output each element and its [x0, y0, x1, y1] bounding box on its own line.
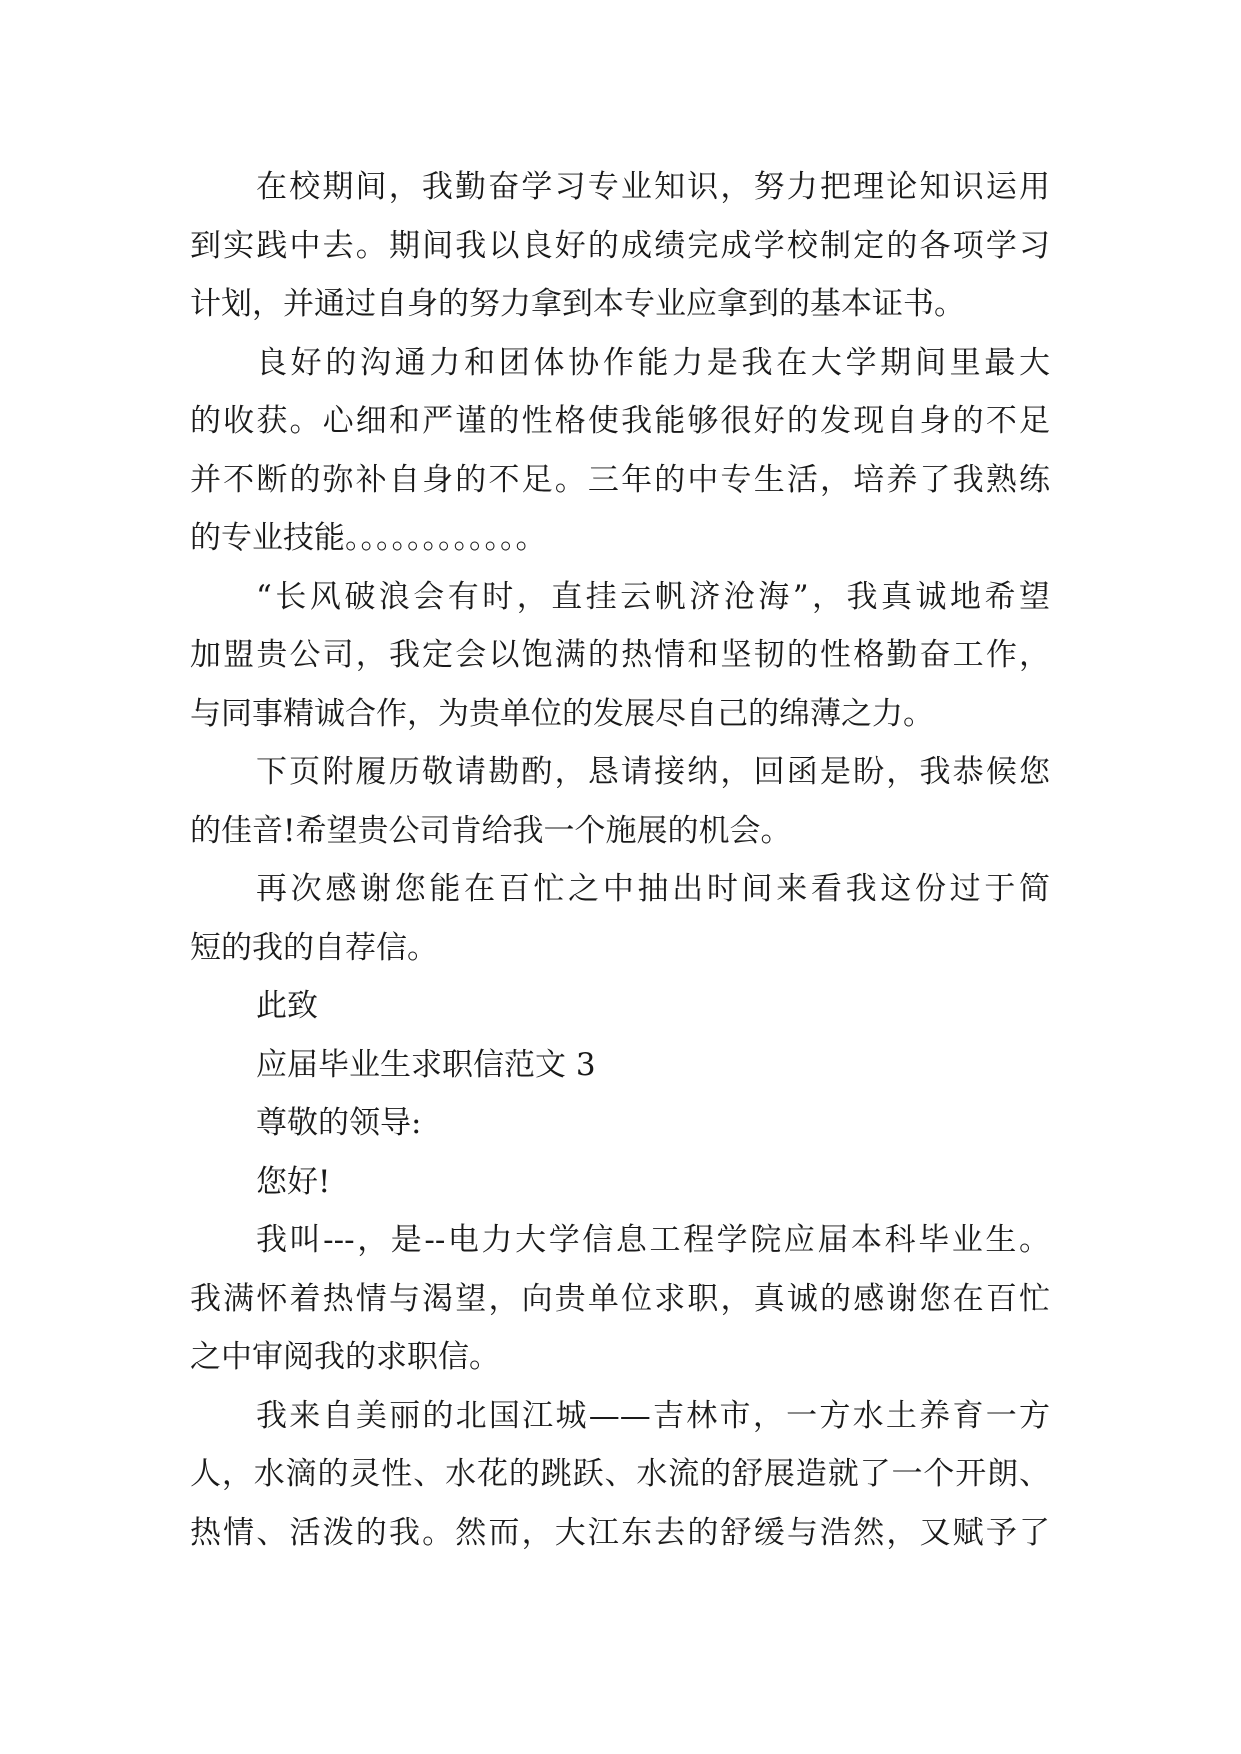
text-line: 的收获。心细和严谨的性格使我能够很好的发现自身的不足 [190, 403, 1050, 439]
letter-body [190, 158, 1050, 1562]
text-line: 我来自美丽的北国江城——吉林市，一方水土养育一方 [256, 1397, 1050, 1434]
text-line: “长风破浪会有时，直挂云帆济沧海”，我真诚地希望 [256, 578, 1050, 615]
text-line: 的佳音!希望贵公司肯给我一个施展的机会。 [190, 812, 792, 849]
text-line: 下页附履历敬请勘酌，恳请接纳，回函是盼，我恭候您 [256, 754, 1050, 790]
text-line: 与同事精诚合作，为贵单位的发展尽自己的绵薄之力。 [190, 695, 934, 732]
text-line: 并不断的弥补自身的不足。三年的中专生活，培养了我熟练 [190, 461, 1050, 498]
text-line: 加盟贵公司，我定会以饱满的热情和坚韧的性格勤奋工作， [190, 637, 1050, 673]
text-line: 我叫---，是--电力大学信息工程学院应届本科毕业生。 [256, 1222, 1050, 1258]
text-line: 我满怀着热情与渴望，向贵单位求职，真诚的感谢您在百忙 [190, 1280, 1050, 1317]
text-line: 在校期间，我勤奋学习专业知识，努力把理论知识运用 [256, 169, 1050, 205]
text-line: 热情、活泼的我。然而，大江东去的舒缓与浩然，又赋予了 [190, 1514, 1050, 1551]
text-line: 之中审阅我的求职信。 [190, 1339, 500, 1375]
text-line: 到实践中去。期间我以良好的成绩完成学校制定的各项学习 [190, 227, 1050, 264]
text-line: 应届毕业生求职信范文 3 [256, 1046, 596, 1083]
text-line: 您好! [256, 1163, 331, 1200]
text-line: 人，水滴的灵性、水花的跳跃、水流的舒展造就了一个开朗、 [190, 1456, 1050, 1492]
text-line: 良好的沟通力和团体协作能力是我在大学期间里最大 [256, 344, 1050, 381]
text-line: 短的我的自荐信。 [190, 929, 438, 966]
text-line: 尊敬的领导: [256, 1105, 422, 1141]
text-line: 再次感谢您能在百忙之中抽出时间来看我这份过于简 [256, 871, 1050, 907]
text-line: 计划，并通过自身的努力拿到本专业应拿到的基本证书。 [190, 286, 965, 322]
text-line: 的专业技能。。。。。。。。。。。。 [190, 520, 547, 556]
text-line: 此致 [256, 988, 318, 1024]
